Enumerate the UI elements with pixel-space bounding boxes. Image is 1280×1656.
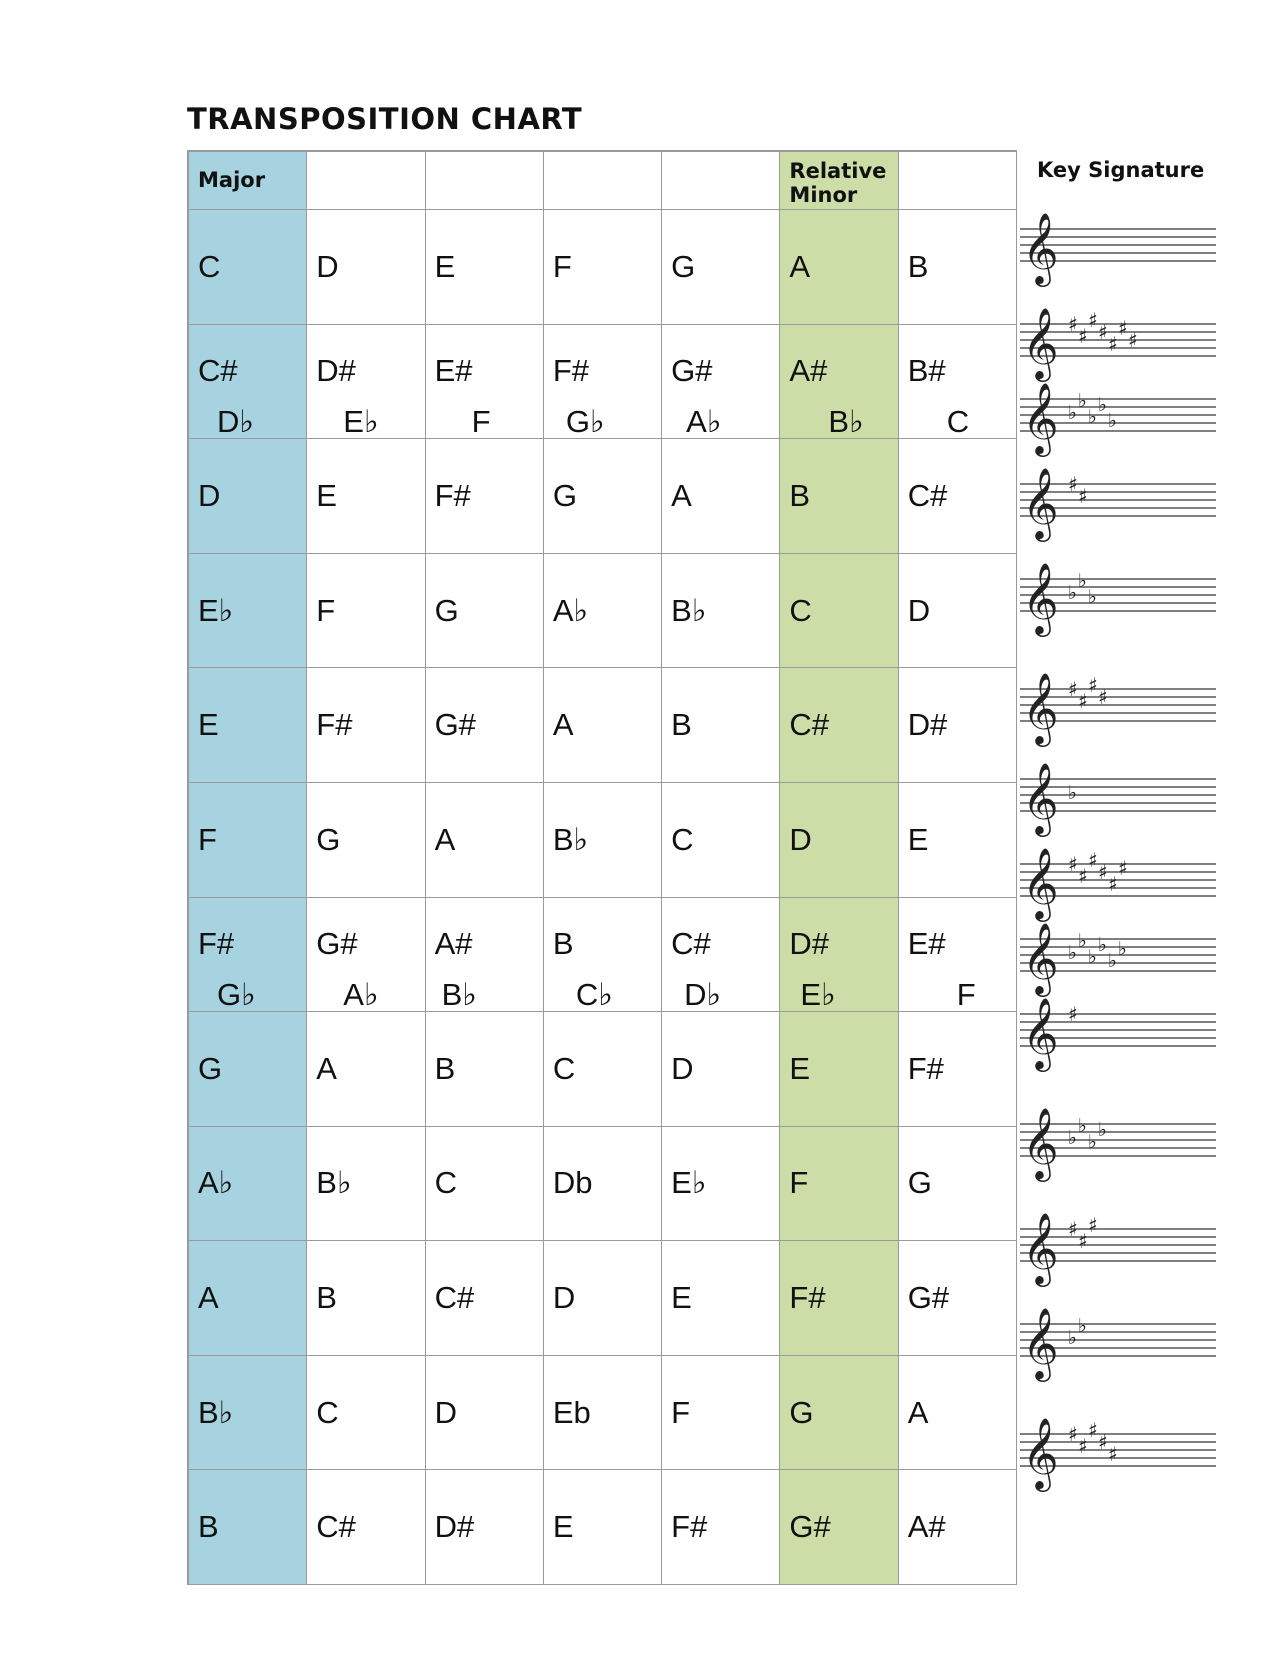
sharp-icon: ♯ [1128, 328, 1138, 352]
key-signature-staff [1020, 755, 1220, 845]
sharp-icon: ♯ [1108, 332, 1118, 356]
note-cell [780, 325, 898, 440]
note-label: G [316, 821, 341, 857]
note-label: G# [671, 352, 713, 388]
flat-icon: ♭ [1108, 950, 1117, 972]
note-cell [662, 439, 780, 554]
note-cell [780, 668, 898, 783]
sharp-icon: ♯ [1068, 852, 1078, 876]
note-label: B [316, 1280, 337, 1316]
note-cell [307, 1470, 425, 1585]
note-cell [662, 668, 780, 783]
note-cell [307, 783, 425, 898]
sharp-icon: ♯ [1078, 689, 1088, 713]
note-cell [544, 1241, 662, 1356]
note-cell [780, 1470, 898, 1585]
sharp-icon: ♯ [1068, 1217, 1078, 1241]
enharmonic-label: A♭ [343, 977, 379, 1013]
note-label: A [316, 1050, 337, 1086]
treble-clef-icon: 𝄞 [1022, 846, 1059, 919]
flat-icon: ♭ [1068, 782, 1077, 804]
note-cell [662, 1356, 780, 1471]
flat-icon: ♭ [1078, 1315, 1087, 1337]
note-label: G# [789, 1509, 831, 1545]
note-cell [189, 1470, 307, 1585]
note-label: G# [316, 925, 358, 961]
note-label: D [552, 1280, 576, 1316]
note-label: E♭ [198, 592, 234, 628]
note-label: E [552, 1509, 574, 1545]
note-cell [544, 668, 662, 783]
sharp-icon: ♯ [1098, 685, 1108, 709]
note-label: F# [789, 1280, 826, 1316]
flat-icon: ♭ [1078, 390, 1087, 412]
note-cell [189, 898, 307, 1013]
note-label: G [907, 1165, 932, 1201]
sharp-icon: ♯ [1068, 1002, 1078, 1026]
note-cell [780, 1356, 898, 1471]
flat-icon: ♭ [1078, 570, 1087, 592]
flat-icon: ♭ [1078, 1115, 1087, 1137]
note-label: C# [907, 477, 948, 513]
note-cell [544, 1127, 662, 1242]
note-cell [307, 1127, 425, 1242]
note-cell [780, 1012, 898, 1127]
note-cell [899, 1127, 1017, 1242]
note-cell [189, 439, 307, 554]
enharmonic-label: E♭ [800, 977, 836, 1013]
treble-clef-icon: 𝄞 [1022, 1211, 1059, 1284]
note-cell [899, 1012, 1017, 1127]
sharp-icon: ♯ [1108, 872, 1118, 896]
note-cell [662, 783, 780, 898]
note-label: C# [671, 925, 711, 961]
note-cell [899, 668, 1017, 783]
note-label: G [552, 477, 577, 513]
treble-clef-icon: 𝄞 [1022, 211, 1059, 284]
note-cell [544, 325, 662, 440]
flat-icon: ♭ [1088, 586, 1097, 608]
note-label: D [789, 821, 812, 857]
note-cell [780, 1127, 898, 1242]
note-label: D# [907, 707, 948, 743]
note-label: B [789, 477, 811, 513]
note-label: F [552, 248, 572, 284]
note-label: G [789, 1394, 814, 1430]
flat-icon: ♭ [1088, 1131, 1097, 1153]
note-label: A [671, 477, 692, 513]
note-cell [189, 1012, 307, 1127]
note-cell [662, 554, 780, 669]
sharp-icon: ♯ [1078, 864, 1088, 888]
note-cell [544, 1012, 662, 1127]
note-cell [662, 210, 780, 325]
enharmonic-label: G♭ [217, 977, 256, 1013]
note-label: B [907, 248, 929, 284]
note-cell [426, 210, 544, 325]
note-label: Eb [552, 1394, 591, 1430]
key-signature-staff [1020, 460, 1220, 550]
note-label: A♭ [552, 592, 589, 628]
note-label: F [198, 821, 217, 857]
note-label: F# [434, 477, 471, 513]
treble-clef-icon: 𝄞 [1022, 761, 1059, 834]
note-label: C# [789, 707, 830, 743]
note-label: E [789, 1050, 811, 1086]
key-signature-staff [1020, 1410, 1220, 1500]
note-label: F# [198, 925, 235, 961]
note-cell [899, 439, 1017, 554]
note-cell [899, 1356, 1017, 1471]
key-signature-staff [1020, 1205, 1220, 1295]
note-label: G# [434, 707, 476, 743]
key-signature-staff [1020, 205, 1220, 295]
note-label: D [671, 1050, 694, 1086]
note-cell [544, 439, 662, 554]
note-label: D [316, 248, 339, 284]
header-cell [189, 152, 307, 210]
note-label: B♭ [316, 1165, 352, 1201]
note-label: B [434, 1050, 456, 1086]
treble-clef-icon: 𝄞 [1022, 466, 1059, 539]
note-cell [780, 1241, 898, 1356]
enharmonic-label: D♭ [684, 977, 722, 1013]
flat-icon: ♭ [1108, 410, 1117, 432]
note-cell [662, 325, 780, 440]
note-cell [189, 1241, 307, 1356]
note-label: C# [316, 1509, 356, 1545]
note-label: B♭ [552, 821, 589, 857]
note-cell [662, 1241, 780, 1356]
note-cell [780, 439, 898, 554]
note-label: C [434, 1165, 457, 1201]
treble-clef-icon: 𝄞 [1022, 1306, 1059, 1379]
note-label: A [907, 1394, 929, 1430]
flat-icon: ♭ [1098, 394, 1107, 416]
sharp-icon: ♯ [1118, 856, 1128, 880]
note-cell [899, 210, 1017, 325]
key-signature-staff [1020, 555, 1220, 645]
note-label: E♭ [671, 1165, 707, 1201]
sharp-icon: ♯ [1078, 1229, 1088, 1253]
note-cell [426, 1241, 544, 1356]
key-signature-staff [1020, 990, 1220, 1080]
note-cell [426, 439, 544, 554]
note-cell [544, 1470, 662, 1585]
note-cell [780, 783, 898, 898]
note-label: G# [907, 1280, 950, 1316]
note-cell [426, 1012, 544, 1127]
note-cell [426, 554, 544, 669]
key-signature-staff [1020, 375, 1220, 465]
treble-clef-icon: 𝄞 [1022, 921, 1059, 994]
note-cell [307, 325, 425, 440]
note-label: C [552, 1050, 576, 1086]
note-label: B [671, 707, 692, 743]
treble-clef-icon: 𝄞 [1022, 1416, 1059, 1489]
note-label: A# [434, 925, 473, 961]
note-cell [780, 898, 898, 1013]
sharp-icon: ♯ [1098, 860, 1108, 884]
note-cell [307, 1012, 425, 1127]
page-title: TRANSPOSITION CHART [187, 102, 583, 136]
sharp-icon: ♯ [1088, 673, 1098, 697]
note-label: D# [316, 352, 356, 388]
enharmonic-label: G♭ [565, 404, 605, 440]
note-cell [780, 210, 898, 325]
note-cell [899, 1470, 1017, 1585]
note-label: D# [789, 925, 830, 961]
flat-icon: ♭ [1068, 1127, 1077, 1149]
treble-clef-icon: 𝄞 [1022, 1106, 1059, 1179]
note-label: E [434, 248, 456, 284]
note-label: D [198, 477, 221, 513]
sharp-icon: ♯ [1098, 320, 1108, 344]
enharmonic-label: B♭ [441, 977, 477, 1013]
note-label: G [434, 592, 459, 628]
note-label: D# [434, 1509, 475, 1545]
enharmonic-label: D♭ [217, 404, 255, 440]
note-cell [189, 1356, 307, 1471]
note-label: G [671, 248, 696, 284]
enharmonic-label: E♭ [343, 404, 379, 440]
note-cell [189, 783, 307, 898]
note-label: C# [434, 1280, 475, 1316]
note-label: A# [907, 1509, 946, 1545]
note-cell [189, 554, 307, 669]
note-cell [662, 1127, 780, 1242]
enharmonic-label: C♭ [575, 977, 613, 1013]
sharp-icon: ♯ [1088, 1418, 1098, 1442]
note-label: C [198, 248, 221, 284]
enharmonic-label: F [471, 404, 491, 440]
note-label: E# [434, 352, 473, 388]
note-cell [307, 1356, 425, 1471]
note-label: B# [907, 352, 946, 388]
note-label: D [434, 1394, 457, 1430]
treble-clef-icon: 𝄞 [1022, 561, 1059, 634]
flat-icon: ♭ [1098, 934, 1107, 956]
transposition-table [187, 150, 1017, 1585]
note-cell [189, 1127, 307, 1242]
note-label: B [198, 1509, 219, 1545]
note-label: A [552, 707, 574, 743]
flat-icon: ♭ [1098, 1119, 1107, 1141]
note-label: C [316, 1394, 339, 1430]
note-label: E [198, 707, 219, 743]
header-cell [780, 152, 898, 210]
treble-clef-icon: 𝄞 [1022, 671, 1059, 744]
treble-clef-icon: 𝄞 [1022, 381, 1059, 454]
note-label: A [789, 248, 811, 284]
note-label: F [316, 592, 336, 628]
flat-icon: ♭ [1068, 402, 1077, 424]
note-label: E# [907, 925, 946, 961]
note-cell [426, 668, 544, 783]
sharp-icon: ♯ [1098, 1430, 1108, 1454]
note-cell [307, 210, 425, 325]
header-cell [662, 152, 780, 210]
sharp-icon: ♯ [1118, 316, 1128, 340]
note-cell [307, 439, 425, 554]
note-label: C [671, 821, 694, 857]
note-label: A [198, 1280, 219, 1316]
note-label: Db [552, 1165, 593, 1201]
note-label: B♭ [671, 592, 707, 628]
flat-icon: ♭ [1088, 406, 1097, 428]
enharmonic-label: F [956, 977, 976, 1013]
flat-icon: ♭ [1068, 1327, 1077, 1349]
flat-icon: ♭ [1068, 582, 1077, 604]
note-cell [426, 1470, 544, 1585]
note-label: E [316, 477, 337, 513]
note-label: B [552, 925, 574, 961]
sharp-icon: ♯ [1108, 1442, 1118, 1466]
header-cell [307, 152, 425, 210]
note-label: E [671, 1280, 692, 1316]
key-signature-staff [1020, 1100, 1220, 1190]
note-cell [544, 1356, 662, 1471]
note-cell [307, 668, 425, 783]
note-cell [426, 1356, 544, 1471]
sharp-icon: ♯ [1088, 308, 1098, 332]
note-cell [662, 898, 780, 1013]
note-cell [426, 783, 544, 898]
note-cell [662, 1012, 780, 1127]
treble-clef-icon: 𝄞 [1022, 306, 1059, 379]
sharp-icon: ♯ [1068, 312, 1078, 336]
note-label: D [907, 592, 931, 628]
note-cell [426, 898, 544, 1013]
treble-clef-icon: 𝄞 [1022, 996, 1059, 1069]
header-cell [426, 152, 544, 210]
key-signature-staff [1020, 665, 1220, 755]
note-cell [899, 325, 1017, 440]
note-cell [899, 554, 1017, 669]
key-signature-staff [1020, 1300, 1220, 1390]
note-cell [662, 1470, 780, 1585]
flat-icon: ♭ [1068, 942, 1077, 964]
note-label: F [789, 1165, 809, 1201]
note-label: E [907, 821, 929, 857]
note-label: A♭ [198, 1165, 234, 1201]
note-cell [899, 898, 1017, 1013]
sharp-icon: ♯ [1068, 1422, 1078, 1446]
enharmonic-label: C [946, 404, 970, 440]
flat-icon: ♭ [1078, 930, 1087, 952]
note-label: B♭ [198, 1394, 234, 1430]
note-label: C# [198, 352, 238, 388]
note-cell [899, 783, 1017, 898]
key-signature-heading: Key Signature [1037, 158, 1205, 182]
note-label: A [434, 821, 456, 857]
header-cell [544, 152, 662, 210]
note-cell [544, 554, 662, 669]
header-cell [899, 152, 1017, 210]
note-cell [544, 783, 662, 898]
sharp-icon: ♯ [1088, 848, 1098, 872]
note-cell [544, 210, 662, 325]
sharp-icon: ♯ [1078, 1434, 1088, 1458]
note-cell [544, 898, 662, 1013]
note-cell [899, 1241, 1017, 1356]
note-cell [189, 210, 307, 325]
note-label: C [789, 592, 812, 628]
note-cell [426, 1127, 544, 1242]
sharp-icon: ♯ [1078, 484, 1088, 508]
flat-icon: ♭ [1118, 938, 1127, 960]
note-label: F# [907, 1050, 944, 1086]
note-cell [780, 554, 898, 669]
enharmonic-label: A♭ [686, 404, 722, 440]
note-cell [189, 668, 307, 783]
flat-icon: ♭ [1088, 946, 1097, 968]
note-cell [307, 554, 425, 669]
note-cell [307, 1241, 425, 1356]
sharp-icon: ♯ [1088, 1213, 1098, 1237]
sharp-icon: ♯ [1078, 324, 1088, 348]
note-cell [426, 325, 544, 440]
header-label: Major [198, 168, 266, 192]
header-label: Relative Minor [789, 159, 887, 207]
note-label: G [198, 1050, 223, 1086]
note-label: F# [552, 352, 590, 388]
note-cell [307, 898, 425, 1013]
note-label: F# [671, 1509, 708, 1545]
note-label: A# [789, 352, 828, 388]
note-label: F [671, 1394, 691, 1430]
sharp-icon: ♯ [1068, 472, 1078, 496]
enharmonic-label: B♭ [828, 404, 864, 440]
sharp-icon: ♯ [1068, 677, 1078, 701]
note-cell [189, 325, 307, 440]
note-label: F# [316, 707, 353, 743]
